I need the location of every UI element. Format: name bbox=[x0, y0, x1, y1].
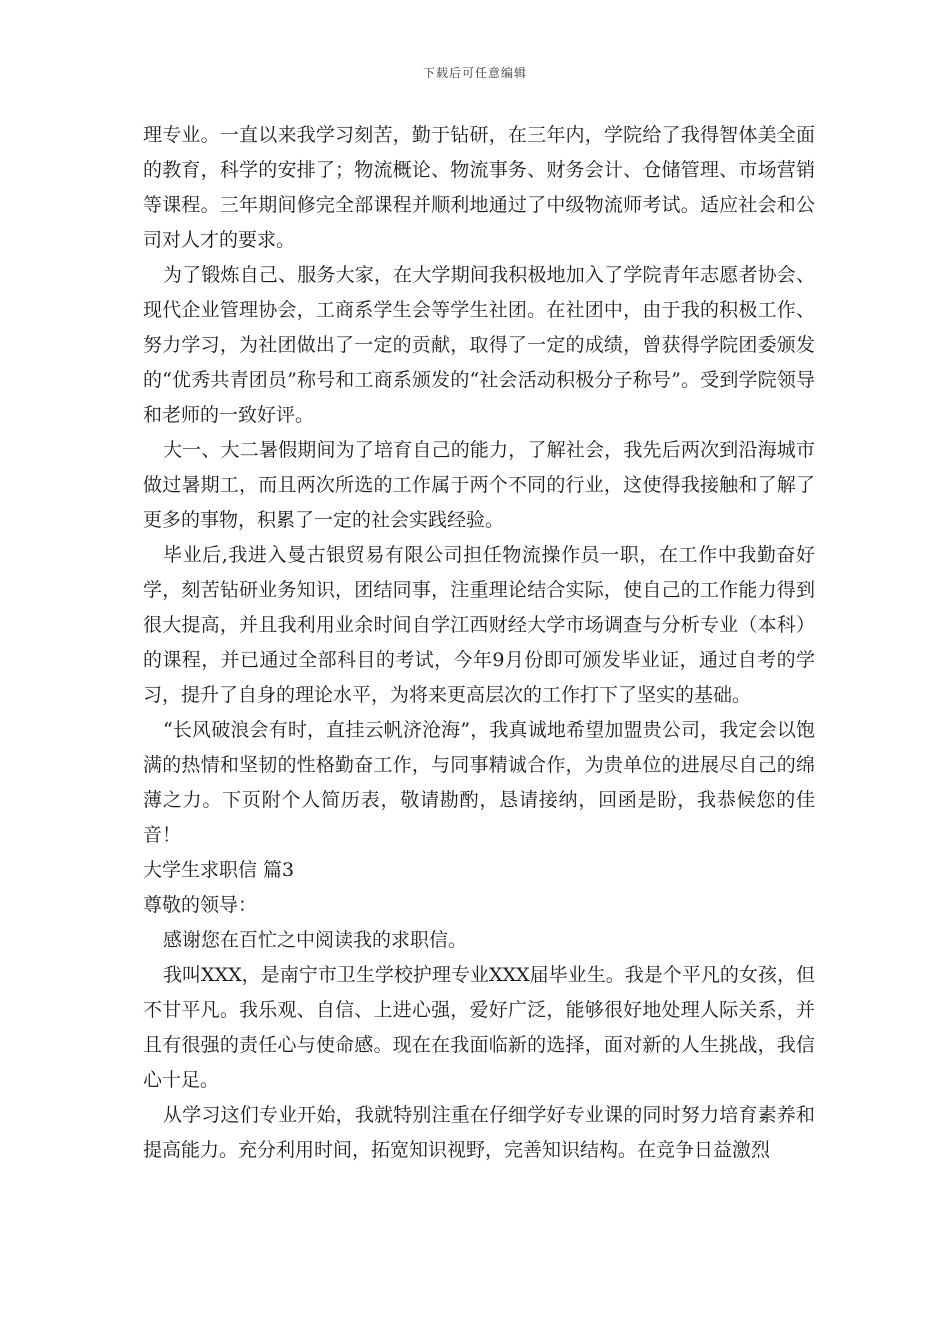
letter-greeting: 尊敬的领导： bbox=[143, 894, 258, 916]
paragraph: “长风破浪会有时，直挂云帆济沧海”，我真诚地希望加盟贵公司，我定会以饱满的热情和坚韧的性格勤奋工作，与同事精诚合作，为贵单位的进展尽自己的绵薄之力。下页附个人简历表，敬请勘酌，恳请接纳，回函是盼，我恭候您的佳音！ bbox=[143, 719, 815, 846]
paragraph: 感谢您在百忙之中阅读我的求职信。 bbox=[163, 929, 468, 951]
paragraph: 我叫XXX，是南宁市卫生学校护理专业XXX届毕业生。我是个平凡的女孩，但不甘平凡。我乐观、自信、上进心强，爱好广泛，能够很好地处理人际关系，并且有很强的责任心与使命感。现在在我面临新的选择，面对新的人生挑战，我信心十足。 bbox=[143, 964, 815, 1091]
paragraph: 为了锻炼自己、服务大家，在大学期间我积极地加入了学院青年志愿者协会、现代企业管理协会，工商系学生会等学生社团。在社团中，由于我的积极工作、努力学习，为社团做出了一定的贡献，取得了一定的成绩，曾获得学院团委颁发的“优秀共青团员”称号和工商系颁发的“社会活动积极分子称号”。受到学院领导和老师的一致好评。 bbox=[143, 264, 815, 426]
section-title: 大学生求职信 篇3 bbox=[143, 859, 295, 881]
paragraph: 毕业后,我进入曼古银贸易有限公司担任物流操作员一职，在工作中我勤奋好学，刻苦钻研业务知识，团结同事，注重理论结合实际，使自己的工作能力得到很大提高，并且我利用业余时间自学江西财经大学市场调查与分析专业（本科）的课程，并已通过全部科目的考试，今年9月份即可颁发毕业证，通过自考的学习，提升了自身的理论水平，为将来更高层次的工作打下了坚实的基础。 bbox=[143, 544, 815, 706]
page-header-note: 下载后可任意编辑 bbox=[422, 66, 527, 80]
paragraph: 理专业。一直以来我学习刻苦，勤于钻研，在三年内，学院给了我得智体美全面的教育，科学的安排了；物流概论、物流事务、财务会计、仓储管理、市场营销等课程。三年期间修完全部课程并顺利地通过了中级物流师考试。适应社会和公司对人才的要求。 bbox=[143, 124, 815, 251]
paragraph: 大一、大二暑假期间为了培育自己的能力，了解社会，我先后两次到沿海城市做过暑期工，而且两次所选的工作属于两个不同的行业，这使得我接触和了解了更多的事物，积累了一定的社会实践经验。 bbox=[143, 439, 815, 531]
letter-body bbox=[143, 118, 815, 1168]
paragraph: 从学习这们专业开始，我就特别注重在仔细学好专业课的同时努力培育素养和提高能力。充分利用时间，拓宽知识视野，完善知识结构。在竞争日益激烈 bbox=[143, 1104, 815, 1161]
